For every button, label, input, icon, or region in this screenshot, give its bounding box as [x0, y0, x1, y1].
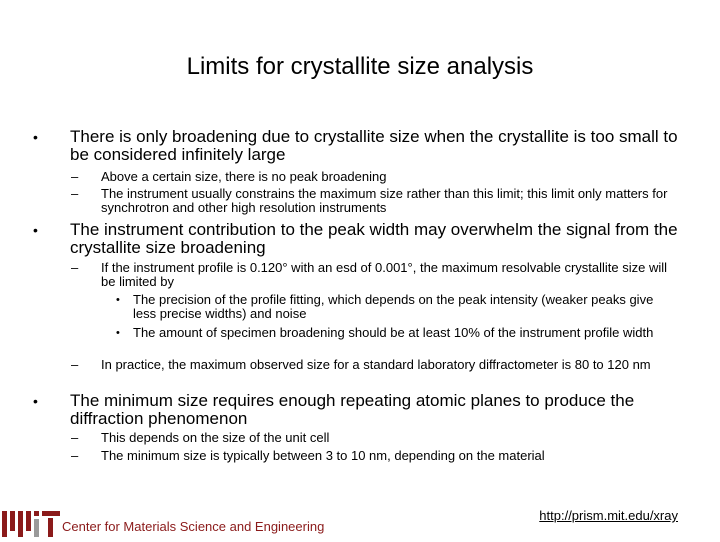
- bullet-2-sub-1-item-1-text: The precision of the profile fitting, which depends on the peak intensity (weaker peaks give less precise widths) and noise: [133, 292, 654, 321]
- bullet-2-sub-2-text: In practice, the maximum observed size for a standard laboratory diffractometer is 80 to 120 nm: [101, 357, 651, 372]
- dash-marker: –: [71, 186, 79, 201]
- bullet-3-sub-2: [71, 448, 681, 463]
- bullet-2-sub-2: [71, 357, 681, 372]
- bullet-2-text: The instrument contribution to the peak width may overwhelm the signal from the crystallite size broadening: [70, 220, 678, 257]
- bullet-3-sub-1: [71, 430, 681, 445]
- dash-marker: –: [71, 448, 79, 463]
- bullet-3-sub-1-text: This depends on the size of the unit cell: [101, 430, 330, 445]
- dash-marker: –: [71, 169, 79, 184]
- dash-marker: –: [71, 357, 79, 372]
- bullet-marker: •: [33, 129, 38, 145]
- bullet-1-text: There is only broadening due to crystallite size when the crystallite is too small to be considered infinitely large: [70, 127, 678, 164]
- bullet-3: [33, 391, 685, 428]
- bullet-2-sub-1-item-1: [116, 292, 673, 321]
- bullet-marker: •: [33, 222, 38, 238]
- bullet-1-sub-2-text: The instrument usually constrains the maximum size rather than this limit; this limit only matters for synchrotron and other high resolution instruments: [101, 186, 668, 215]
- dash-marker: –: [71, 260, 79, 275]
- mit-logo-graphic: [0, 505, 62, 537]
- bullet-2-sub-1-item-2-text: The amount of specimen broadening should be at least 10% of the instrument profile width: [133, 325, 654, 340]
- bullet-1-sub-1: [71, 169, 681, 184]
- dot-marker: •: [116, 327, 120, 339]
- footer-org-name: Center for Materials Science and Engineering: [62, 519, 325, 534]
- bullet-2: [33, 220, 685, 257]
- bullet-1-sub-1-text: Above a certain size, there is no peak broadening: [101, 169, 387, 184]
- dash-marker: –: [71, 430, 79, 445]
- bullet-1-sub-2: [71, 186, 681, 215]
- bullet-2-sub-1-item-2: [116, 325, 673, 340]
- footer-link[interactable]: http://prism.mit.edu/xray: [539, 508, 678, 523]
- bullet-3-text: The minimum size requires enough repeating atomic planes to produce the diffraction phenomenon: [70, 391, 635, 428]
- bullet-marker: •: [33, 393, 38, 409]
- slide-title: Limits for crystallite size analysis: [186, 53, 534, 80]
- mit-logo: [0, 505, 62, 537]
- bullet-2-sub-1: [71, 260, 681, 289]
- bullet-2-sub-1-text: If the instrument profile is 0.120° with an esd of 0.001°, the maximum resolvable crystallite size will be limited by: [101, 260, 668, 289]
- bullet-1: [33, 127, 685, 164]
- dot-marker: •: [116, 294, 120, 306]
- bullet-3-sub-2-text: The minimum size is typically between 3 to 10 nm, depending on the material: [101, 448, 545, 463]
